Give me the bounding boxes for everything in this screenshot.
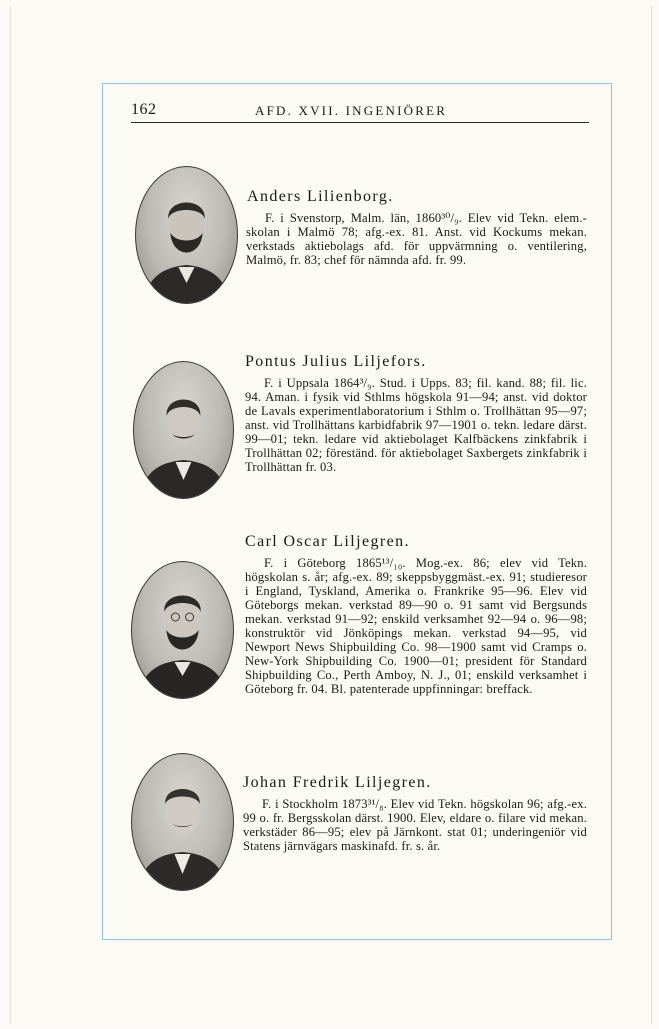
page-number: 162 <box>131 101 157 118</box>
person-name: Johan Fredrik Liljegren. <box>243 774 432 791</box>
header-rule <box>131 122 589 123</box>
person-biography: F. i Göteborg 1865¹³/₁₀. Mog.-ex. 86; elev vid Tekn. högskolan s. år; afg.-ex. 89; skeppsbyggmäst.-ex. 91; studieresor i England, Tyskland, Amerika o. Frankrike 95—96. Elev vid Göteborgs mekan. verkstad 89—90 o. 91 samt vid Bergsunds mekan. verkstad 91—92; enskild verksamhet 92—94 o. 96—98; konstruktör vid Jönköpings mekan. verkstad 94—95, vid Newport News Shipbuilding Co. 98—1900 samt vid Cramps o. New-York Shipbuilding Co. 1900—01; president för Standard Shipbuilding Co., Perth Amboy, N. J., 01; enskild verksamhet i Göteborg fr. 04. Bl. patenterade uppfinningar: breffack. <box>245 556 587 696</box>
portrait-photo <box>133 361 234 499</box>
page-header <box>131 101 589 123</box>
person-biography: F. i Svenstorp, Malm. län, 1860³⁰/₉. Elev vid Tekn. elem.-skolan i Malmö 78; afg.-ex. 81. Anst. vid Kockums mekan. verkstads aktiebolags afd. för uppvärmning o. ventilering, Malmö, fr. 83; chef för nämnda afd. fr. 99. <box>246 211 587 267</box>
running-head: AFD. XVII. INGENIÖRER <box>255 103 448 118</box>
portrait-photo <box>135 166 238 304</box>
portrait-photo <box>131 753 234 891</box>
person-name: Pontus Julius Liljefors. <box>245 353 427 370</box>
portrait-photo <box>131 561 234 699</box>
person-biography: F. i Stockholm 1873³¹/₈. Elev vid Tekn. högskolan 96; afg.-ex. 99 o. fr. Bergsskolan därst. 1900. Elev, eldare o. filare vid mekan. verkstäder 86—95; elev på Järnkont. stat 01; underingeniör vid Statens järnvägars maskinafd. fr. s. år. <box>243 797 587 853</box>
person-name: Anders Lilienborg. <box>247 188 394 205</box>
person-name: Carl Oscar Liljegren. <box>245 533 410 550</box>
person-biography: F. i Uppsala 1864³/₉. Stud. i Upps. 83; fil. kand. 88; fil. lic. 94. Aman. i fysik vid Sthlms högskola 91—94; anst. vid doktor de Lavals experimentlaboratorium i Sthlm o. Trollhättan 95—97; anst. vid Trollhättans karbidfabrik 97—1901 o. tekn. ledare därst. 99—01; tekn. ledare vid aktiebolaget Kalfbäckens zinkfabrik i Trollhättan 02; föreständ. för aktiebolaget Saxbergets zinkfabrik i Trollhättan fr. 03. <box>245 376 587 474</box>
